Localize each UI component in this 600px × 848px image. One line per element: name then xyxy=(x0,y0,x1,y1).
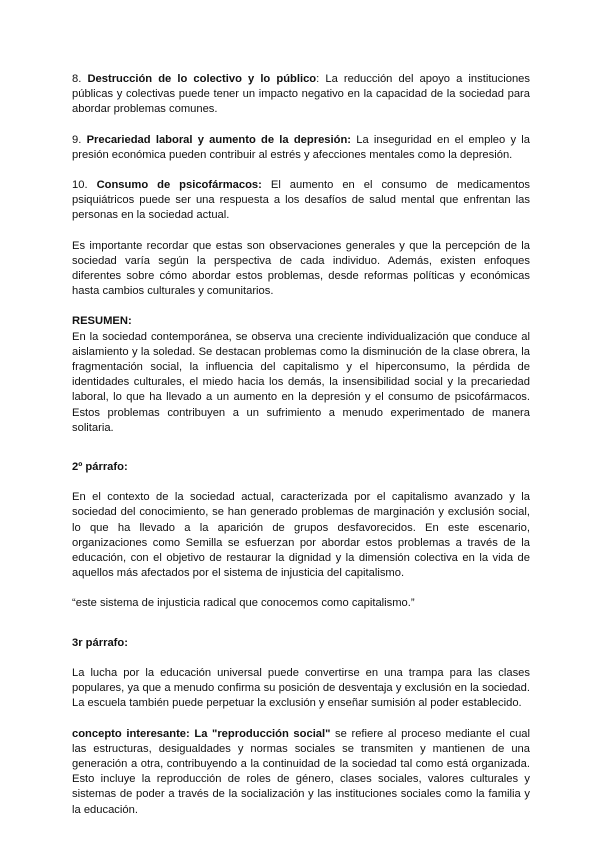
concept-label: concepto interesante: La "reproducción social" xyxy=(72,727,331,740)
item-text: El aumento en el consumo de medicamentos psiquiátricos puede ser una respuesta a los desafíos de salud mental que enfrentan las personas en la sociedad actual. xyxy=(72,179,531,222)
item-10 xyxy=(72,178,530,224)
parrafo2-heading: 2º párrafo: xyxy=(72,461,128,474)
item-title: Destrucción de lo colectivo y lo público xyxy=(87,73,317,85)
closing-note: Es importante recordar que estas son observaciones generales y que la percepción de la sociedad varía según la perspectiva de cada individuo. Además, existen enfoques diferentes sobre cómo abordar estos problemas, desde reformas políticas y económicas hasta cambios culturales y comunitarios. xyxy=(72,239,530,298)
item-title: Precariedad laboral y aumento de la depresión: xyxy=(86,133,352,146)
resumen-heading: RESUMEN: xyxy=(72,315,132,328)
item-title: Consumo de psicofármacos: xyxy=(96,179,262,192)
concept-paragraph xyxy=(72,727,530,818)
parrafo2-quote: “este sistema de injusticia radical que conocemos como capitalismo.” xyxy=(72,597,415,610)
item-8 xyxy=(72,72,530,118)
parrafo3-heading: 3r párrafo: xyxy=(72,636,128,649)
parrafo2-text: En el contexto de la sociedad actual, caracterizada por el capitalismo avanzado y la sociedad del conocimiento, se han generado problemas de marginación y exclusión social, lo que ha llevado a la aparición de grupos desfavorecidos. En este escenario, organizaciones como Semilla se esfuerzan por abordar estos problemas a través de la educación, con el objetivo de restaurar la dignidad y la dimensión colectiva en la vida de aquellos más afectados por el sistema de injusticia del capitalismo. xyxy=(72,491,530,580)
item-text: La reducción del apoyo a instituciones públicas y colectivas puede tener un impacto negativo en la capacidad de la sociedad para abordar problemas comunes. xyxy=(72,73,530,116)
item-number: 8. xyxy=(72,73,82,85)
item-number: 9. xyxy=(72,133,82,146)
concept-text: se refiere al proceso mediante el cual las estructuras, desigualdades y normas sociales se transmiten y mantienen de una generación a otra, contribuyendo a la continuidad de la sociedad tal como está organizada. Esto incluye la reproducción de roles de género, clases sociales, valores culturales y sistemas de poder a través de la socialización y las instituciones sociales como la familia y la educación. xyxy=(72,727,530,816)
item-number: 10. xyxy=(72,179,88,192)
resumen-text: En la sociedad contemporánea, se observa una creciente individualización que conduce al aislamiento y la soledad. Se destacan problemas como la disminución de la clase obrera, la fragmentación social, la influencia del capitalismo y el hiperconsumo, la pérdida de identidades culturales, el miedo hacia los demás, la insensibilidad social y la precariedad laboral, lo que ha llevado a un aumento en la depresión y el consumo de psicofármacos. Estos problemas contribuyen a un sufrimiento a menudo experimentado de manera solitaria. xyxy=(72,330,530,434)
parrafo3-text: La lucha por la educación universal puede convertirse en una trampa para las clases populares, ya que a menudo confirma su posición de desventaja y exclusión en la sociedad. La escuela también puede perpetuar la exclusión y enseñar sumisión al poder establecido. xyxy=(72,666,530,710)
item-9 xyxy=(72,133,530,163)
item-separator: : xyxy=(316,73,320,85)
item-text: La inseguridad en el empleo y la presión económica pueden contribuir al estrés y afecciones mentales como la depresión. xyxy=(72,133,530,161)
